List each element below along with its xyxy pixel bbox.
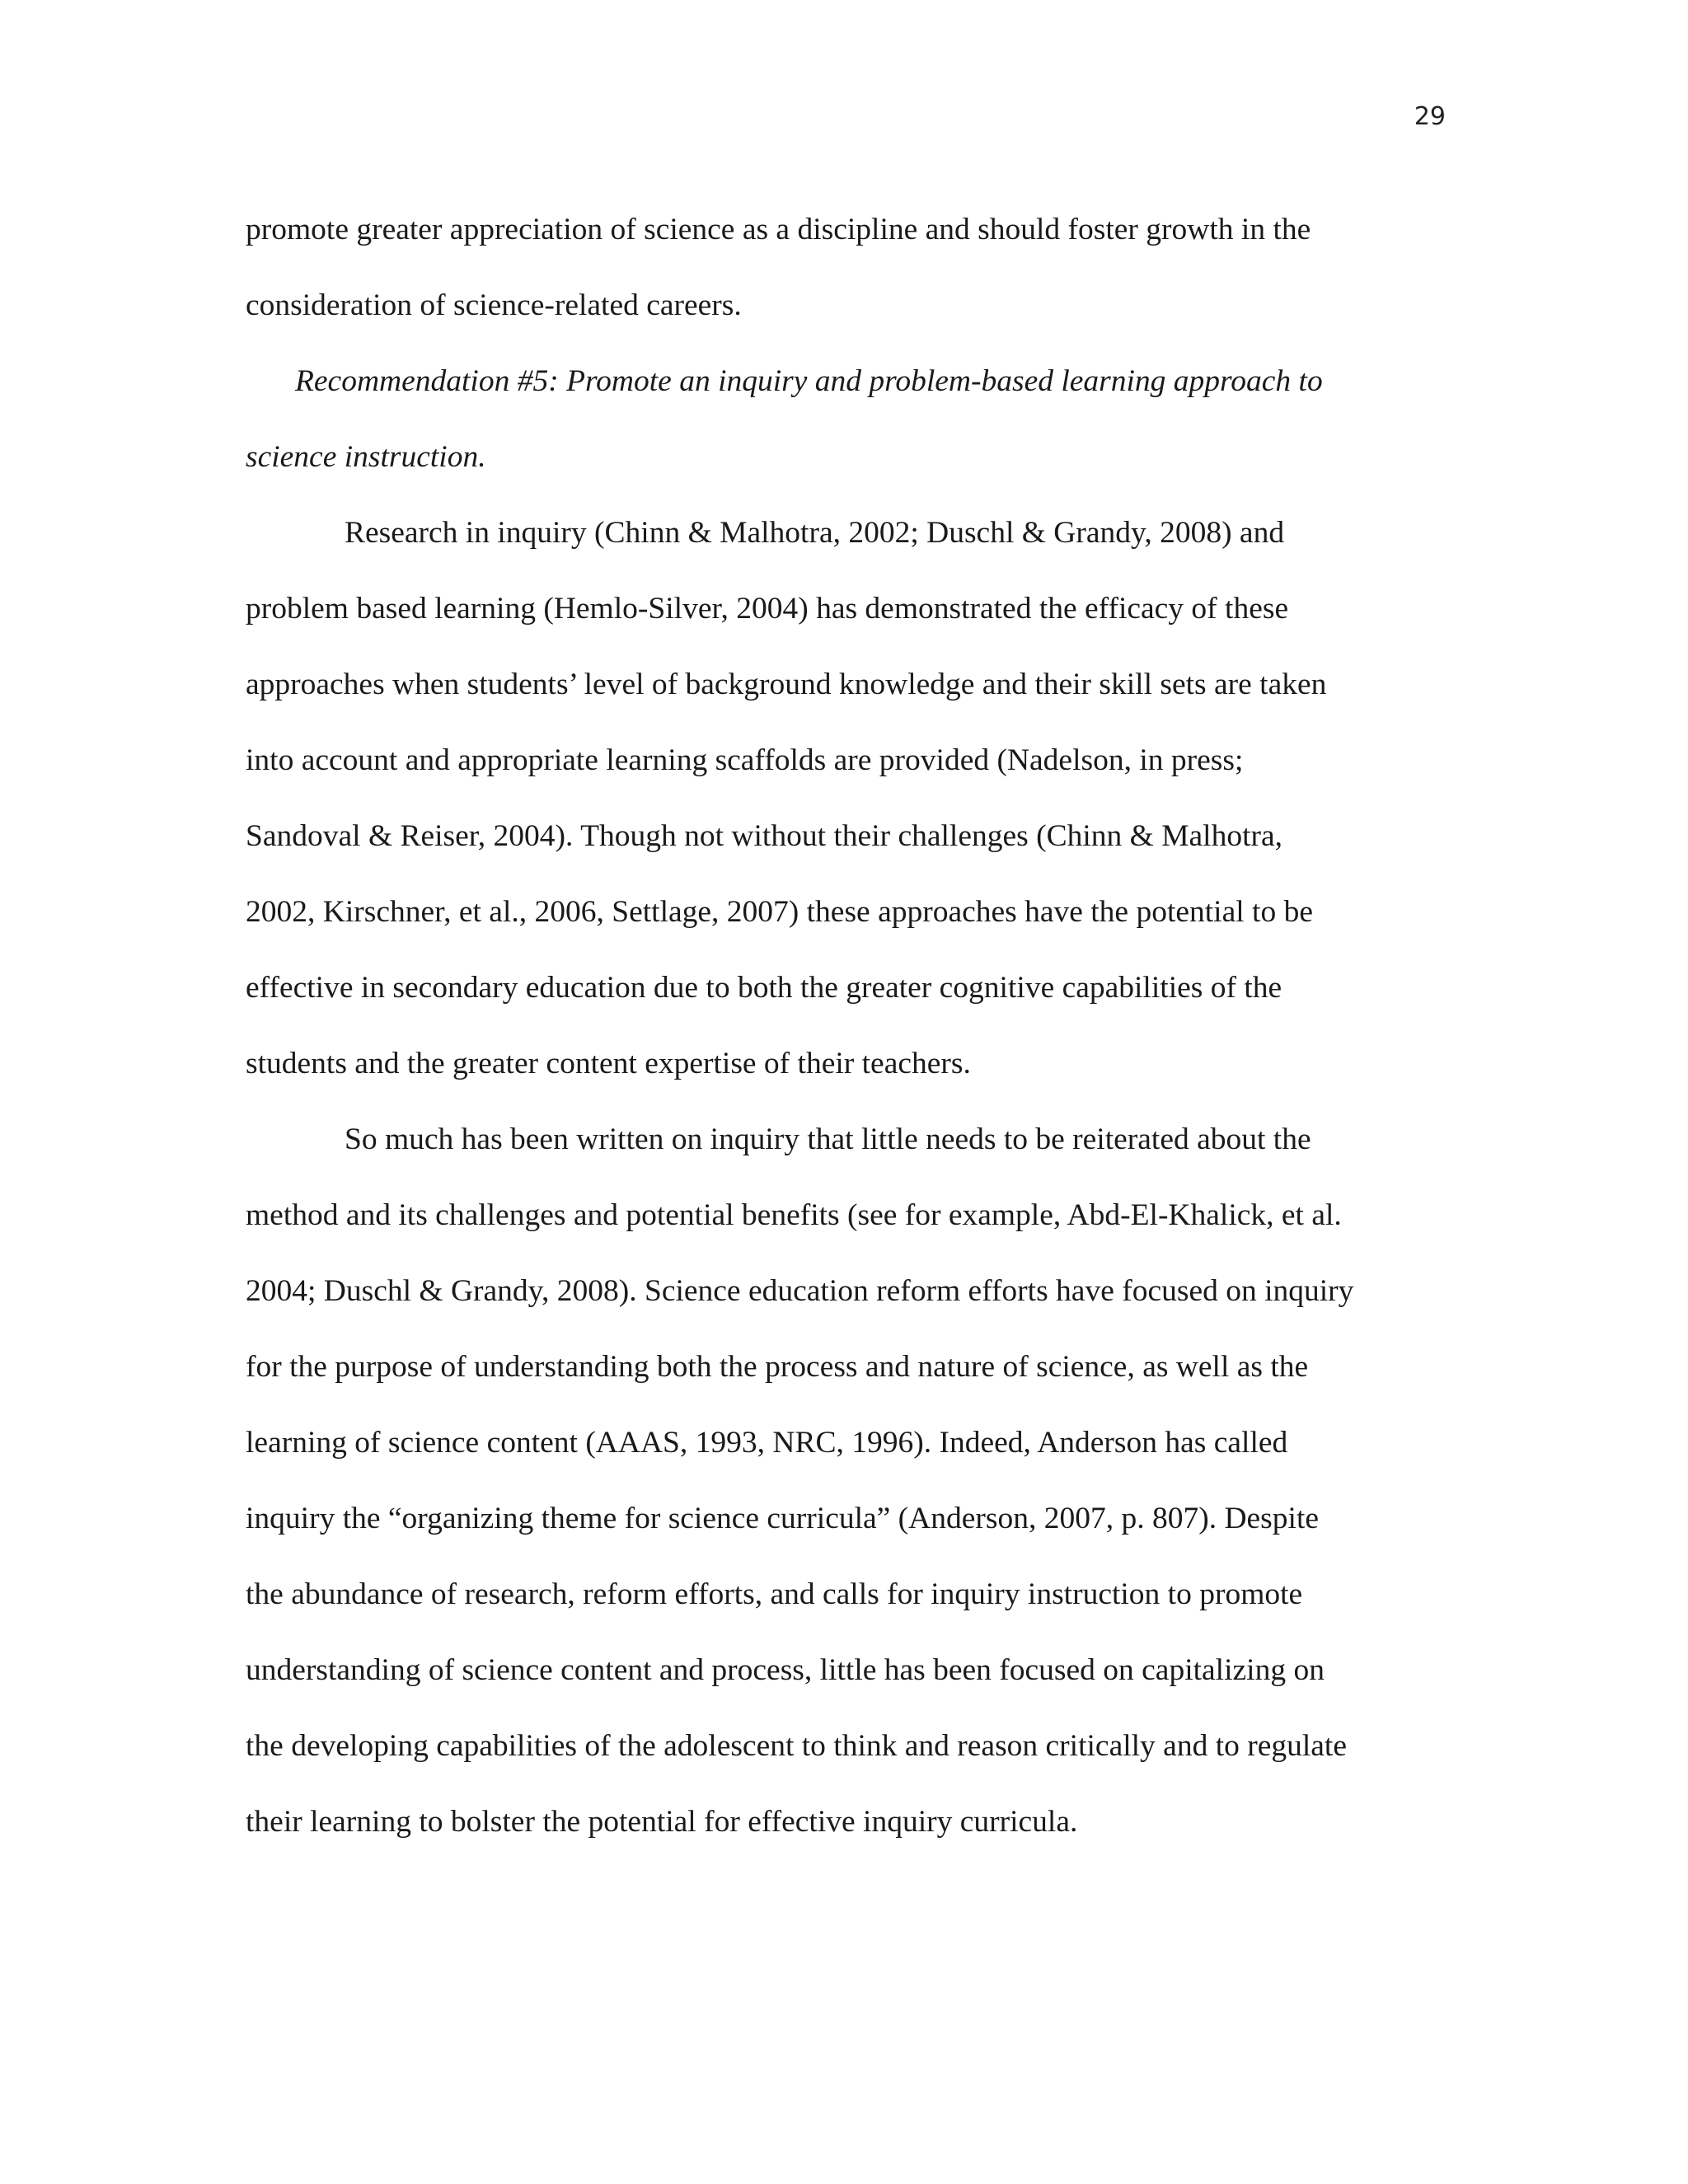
text-line: the abundance of research, reform efforts, and calls for inquiry instruction to promote: [246, 1577, 1303, 1611]
text-line: promote greater appreciation of science as a discipline and should foster growth in the: [246, 213, 1311, 246]
recommendation-heading: science instruction.: [246, 440, 486, 474]
text-line: problem based learning (Hemlo-Silver, 2004) has demonstrated the efficacy of these: [246, 592, 1289, 626]
text-line: Sandoval & Reiser, 2004). Though not without their challenges (Chinn & Malhotra,: [246, 819, 1283, 853]
page-number: 29: [1414, 102, 1446, 131]
text-line: inquiry the “organizing theme for science curricula” (Anderson, 2007, p. 807). Despite: [246, 1502, 1320, 1535]
text-line: the developing capabilities of the adolescent to think and reason critically and to regulate: [246, 1729, 1347, 1763]
text-line: understanding of science content and process, little has been focused on capitalizing on: [246, 1653, 1325, 1687]
text-line: into account and appropriate learning scaffolds are provided (Nadelson, in press;: [246, 743, 1244, 777]
recommendation-heading: Recommendation #5: Promote an inquiry and problem-based learning approach to: [295, 364, 1323, 398]
text-line: 2004; Duschl & Grandy, 2008). Science education reform efforts have focused on inquiry: [246, 1274, 1354, 1308]
text-line: consideration of science-related careers.: [246, 288, 742, 322]
text-line: students and the greater content expertise of their teachers.: [246, 1047, 971, 1080]
page-body: [246, 192, 1437, 1860]
text-line: learning of science content (AAAS, 1993, NRC, 1996). Indeed, Anderson has called: [246, 1426, 1288, 1460]
text-line: approaches when students’ level of background knowledge and their skill sets are taken: [246, 668, 1327, 701]
text-line: for the purpose of understanding both the process and nature of science, as well as the: [246, 1350, 1309, 1384]
text-line: So much has been written on inquiry that little needs to be reiterated about the: [345, 1122, 1311, 1156]
text-line: effective in secondary education due to both the greater cognitive capabilities of the: [246, 971, 1282, 1005]
text-line: Research in inquiry (Chinn & Malhotra, 2002; Duschl & Grandy, 2008) and: [345, 516, 1285, 550]
text-line: method and its challenges and potential benefits (see for example, Abd-El-Khalick, et al.: [246, 1198, 1342, 1232]
text-line: 2002, Kirschner, et al., 2006, Settlage, 2007) these approaches have the potential to be: [246, 895, 1313, 929]
text-line: their learning to bolster the potential for effective inquiry curricula.: [246, 1805, 1078, 1839]
